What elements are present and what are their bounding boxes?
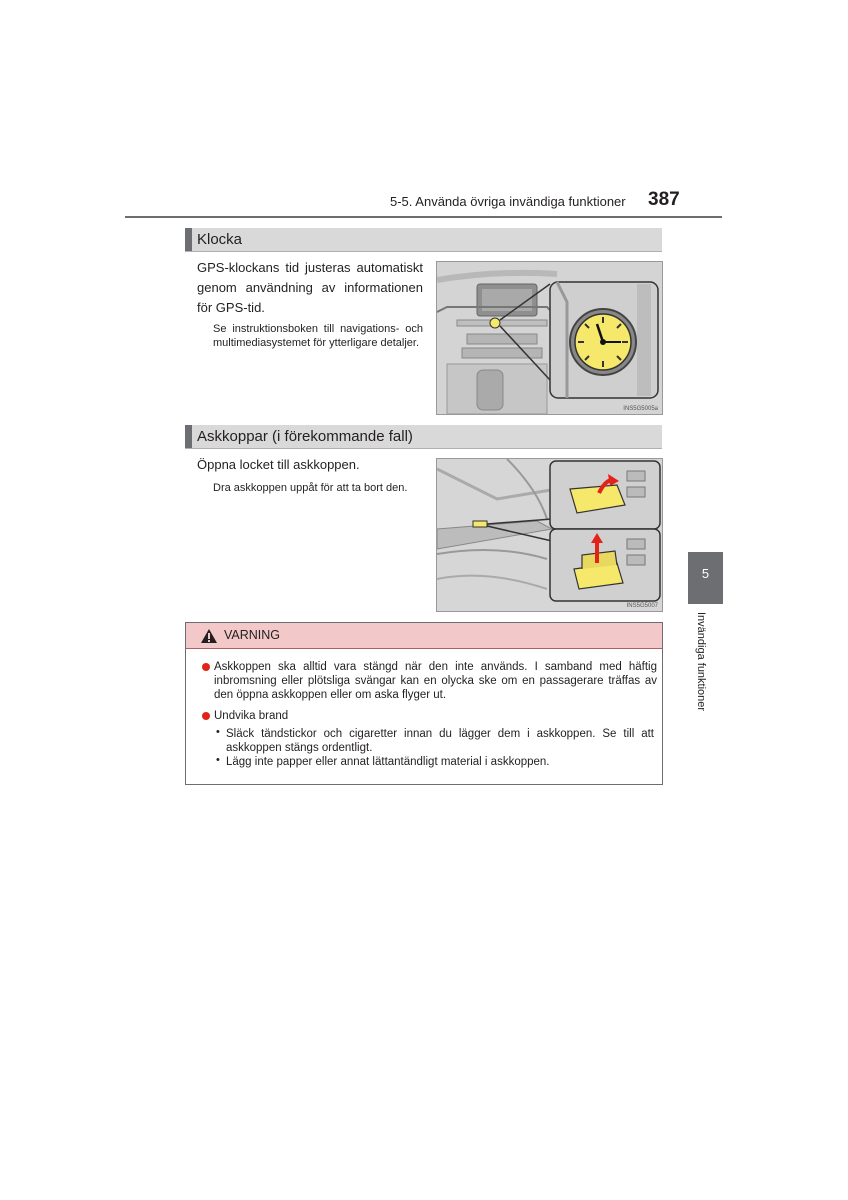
- warning-header: [186, 623, 662, 649]
- warning-item-ashtray-closed: Askkoppen ska alltid vara stängd när den inte används. I samband med häftig inbromsning eller plötsliga svängar kan en olycka ske om en passagerare träffas av den öppna askkoppen eller om aska flyger ut.: [214, 661, 657, 701]
- section-title-ashtray: Askkoppar (i förekommande fall): [197, 428, 413, 445]
- warning-item-fire: Undvika brand: [214, 710, 289, 722]
- chapter-side-label: Invändiga funktioner: [695, 612, 707, 712]
- section-accent: [185, 228, 192, 251]
- warning-sub-extinguish: Släck tändstickor och cigaretter innan du lägger dem i askkoppen. Se till att askkoppen stängs ordentligt.: [226, 728, 654, 754]
- chapter-header: 5-5. Använda övriga invändiga funktioner: [390, 194, 626, 209]
- section-heading-ashtray: [185, 425, 662, 449]
- sub-bullet: •: [216, 754, 220, 766]
- header-rule: [125, 216, 722, 218]
- clock-illustration-drawing: [437, 262, 663, 415]
- section-accent: [185, 425, 192, 448]
- page-number: 387: [648, 189, 680, 210]
- warning-bullet: [202, 663, 210, 671]
- warning-title: VARNING: [224, 628, 281, 642]
- warning-bullet: [202, 712, 210, 720]
- warning-box: [185, 622, 663, 785]
- figure-code: INS5G5007: [626, 603, 658, 609]
- warning-triangle-icon: [200, 628, 218, 644]
- ashtray-note-text: Dra askkoppen uppåt för att ta bort den.: [213, 482, 408, 494]
- clock-body-text: GPS-klockans tid justeras automatiskt genom användning av informationen för GPS-tid.: [197, 260, 423, 315]
- figure-code: INS5G5005a: [623, 406, 658, 412]
- sub-bullet: •: [216, 726, 220, 738]
- clock-note-text: Se instruktionsboken till navigations- och multimediasystemet för ytterligare detaljer.: [213, 323, 423, 349]
- ashtray-illustration-drawing: [437, 459, 663, 612]
- warning-sub-no-paper: Lägg inte papper eller annat lättantändligt material i askkoppen.: [226, 756, 550, 768]
- section-title-clock: Klocka: [197, 231, 243, 248]
- chapter-tab: [688, 552, 723, 604]
- ashtray-illustration: [436, 458, 663, 612]
- section-heading-clock: [185, 228, 662, 252]
- clock-illustration: [436, 261, 663, 415]
- chapter-tab-number: 5: [701, 566, 710, 581]
- ashtray-body-text: Öppna locket till askkoppen.: [197, 457, 360, 472]
